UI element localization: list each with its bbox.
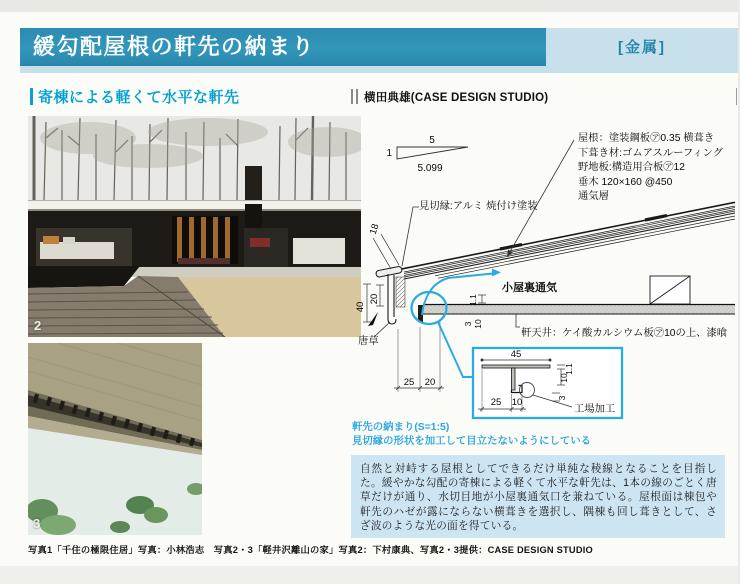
dim-25: 25 — [403, 377, 415, 388]
dim-20: 20 — [424, 377, 436, 388]
page-bottom-margin — [0, 566, 740, 584]
photo-number: 3 — [33, 516, 41, 531]
inset-dim-45: 45 — [510, 349, 522, 360]
karakusa-label: 唐草 — [358, 336, 379, 347]
roof-spec-line: 屋根：塗装鋼板㋐0.35 横葺き — [578, 133, 715, 144]
slope-hyp-value: 5.099 — [417, 163, 443, 174]
edge-trim-label: 見切縁:アルミ 焼付け塗装 — [419, 201, 538, 212]
architect-divider-bar — [351, 89, 353, 104]
roof-spec-line: 野地板:構造用合板㋐12 — [578, 162, 685, 174]
inset-dim-25: 25 — [490, 397, 502, 408]
roof-layers — [400, 202, 735, 279]
red-cushions — [250, 238, 270, 247]
photo-forest-house-art — [28, 116, 361, 337]
roof-spec-line: 通気層 — [578, 191, 609, 203]
dim-3: 3 — [463, 321, 473, 327]
inset-dim-10-right: 10 — [559, 373, 569, 383]
photo-eave-soffit-art — [28, 343, 202, 535]
dim-20-vertical: 20 — [369, 293, 380, 305]
category-tag-metal: [金属] — [618, 39, 666, 56]
photo-number: 2 — [34, 318, 42, 333]
attic-vent-label: 小屋裏通気 — [502, 282, 557, 294]
slope-run-value: 5 — [429, 135, 435, 146]
inset-detail-box — [473, 348, 622, 418]
drawing-caption-title: 軒先の納まり(S=1:5) — [352, 422, 450, 433]
dim-10: 10 — [473, 319, 483, 329]
architect-name: 横田典雄(CASE DESIGN STUDIO) — [364, 92, 549, 104]
eave-ceiling-board — [418, 305, 735, 323]
column-edge-line — [736, 88, 737, 105]
flat-roof-slab — [28, 200, 361, 210]
dim-1-1: 1.1 — [468, 294, 478, 306]
roof-spec-line: 下葺き材:ゴムアスルーフィング — [578, 147, 724, 159]
description-paragraph: 自然と対峙する屋根としてできるだけ単純な稜線となることを目指した。緩やかな勾配の寄棟による軽くて水平な軒先は、1本の線のごとく唐草だけが通り、水切目地が小屋裏通気口を兼ねている。屋根面は棟包や軒先のハゼが露にならない横葺きを選択し、隅棟も回し葺きとして、さざ波のような光の面を得ている。 — [351, 455, 725, 538]
slope-rise-value: 1 — [386, 148, 392, 159]
inset-dim-1-1: 1.1 — [564, 363, 574, 375]
factory-label: 工場加工 — [574, 404, 616, 415]
photo-credits: 写真1「千住の極限住居」写真：小林浩志 写真2・3「軽井沢離山の家」写真2：下村康典、写真2・3提供：CASE DESIGN STUDIO — [28, 545, 593, 555]
rug — [178, 258, 230, 264]
eave-ceiling-label: 軒天井：ケイ酸カルシウム板㋐10の上、漆喰 — [521, 328, 728, 339]
chimney — [245, 166, 262, 204]
photo-eave-soffit — [28, 343, 202, 535]
page-title: 緩勾配屋根の軒先の納まり — [20, 28, 546, 66]
roof-spec-line: 垂木 120×160 @450 — [578, 176, 673, 188]
inset-dim-10: 10 — [511, 397, 523, 408]
architect-divider-bar — [356, 89, 358, 104]
roof-spec-note — [578, 132, 723, 205]
white-counter — [293, 238, 345, 264]
beam-section — [650, 276, 690, 304]
heading-accent-bar — [30, 88, 33, 105]
dim-40: 40 — [355, 301, 366, 313]
photo-forest-house — [28, 116, 361, 337]
drawing-caption-note: 見切縁の形状を加工して目立たないようにしている — [352, 436, 591, 447]
page-top-margin — [0, 0, 740, 12]
inset-dim-3: 3 — [557, 395, 567, 401]
left-section-heading: 寄棟による軽くて水平な軒先 — [38, 89, 240, 106]
slope-indicator — [397, 147, 468, 159]
dim-18: 18 — [367, 222, 382, 236]
dark-pool — [28, 266, 140, 288]
